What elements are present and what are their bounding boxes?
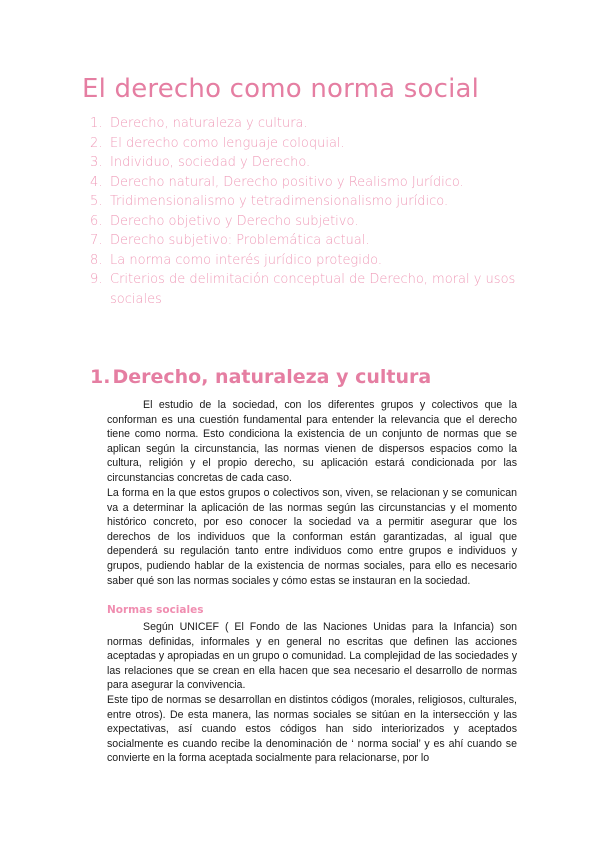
section-heading	[90, 366, 431, 388]
body-paragraph	[107, 398, 517, 486]
toc-item	[90, 270, 530, 309]
toc-item	[90, 134, 530, 154]
document-title: El derecho como norma social	[82, 74, 480, 104]
body-paragraph	[107, 620, 517, 693]
toc-item-text: Individuo, sociedad y Derecho.	[110, 155, 311, 170]
toc-item-text: Derecho, naturaleza y cultura.	[110, 116, 308, 131]
toc-item-number: 3.	[90, 155, 103, 170]
toc-item-text: Derecho natural, Derecho positivo y Realismo Jurídico.	[110, 174, 464, 190]
toc-item	[90, 231, 530, 251]
toc-item-number: 4.	[90, 174, 103, 190]
toc-item-number: 8.	[90, 252, 103, 268]
toc-item-text: La norma como interés jurídico protegido.	[110, 252, 382, 268]
toc-item-text: Tridimensionalismo y tetradimensionalismo jurídico.	[110, 194, 449, 209]
body-paragraph	[107, 693, 517, 766]
toc-item-number: 1.	[90, 116, 103, 131]
toc-item	[90, 153, 530, 173]
paragraph-text: Según UNICEF ( El Fondo de las Naciones Unidas para la Infancia) son normas definidas, informales y en general no escritas que definen las acciones aceptadas y apropiadas en un grupo o comunidad. La complejidad de las sociedades y las relaciones que se crean en ella hacen que sea necesario el desarrollo de normas para asegurar la convivencia.	[107, 621, 517, 692]
toc-item	[90, 192, 530, 212]
toc-item-number: 9.	[90, 272, 103, 287]
toc-item-text: Derecho subjetivo: Problemática actual.	[110, 233, 370, 248]
toc-item	[90, 251, 530, 271]
toc-item	[90, 212, 530, 232]
paragraph-text: Este tipo de normas se desarrollan en distintos códigos (morales, religiosos, culturales, entre otros). De esta manera, las normas sociales se sitúan en la intersección y las expectativas, así cuando estos códigos han sido interiorizados y aceptados socialmente es cuando recibe la denominación de ‘ norma social’ y es ahí cuando se convierte en la forma aceptada socialmente para relacionarse, por lo	[107, 694, 517, 765]
body-paragraph	[107, 486, 517, 588]
subheading-normas-sociales: Normas sociales	[107, 604, 204, 616]
toc-item-text: El derecho como lenguaje coloquial.	[110, 135, 345, 151]
toc-item	[90, 114, 530, 134]
toc-item-number: 5.	[90, 194, 103, 209]
toc-item-number: 6.	[90, 213, 103, 229]
toc-item-number: 7.	[90, 233, 103, 248]
paragraph-text: La forma en la que estos grupos o colectivos son, viven, se relacionan y se comunican va a determinar la aplicación de las normas según las circunstancias y el momento histórico concreto, por eso conocer la sociedad va a permitir asegurar que los derechos de los individuos que la conforman están garantizadas, al igual que dependerá su regulación tanto entre individuos como entre grupos e individuos y grupos, pudiendo hablar de la existencia de normas sociales, para ello es necesario saber qué son las normas sociales y cómo estas se instauran en la sociedad.	[107, 487, 517, 587]
toc-item-text: Derecho objetivo y Derecho subjetivo.	[110, 213, 359, 229]
toc-item-text: Criterios de delimitación conceptual de Derecho, moral y usos sociales	[110, 272, 516, 307]
toc-item	[90, 173, 530, 193]
section-number: 1.	[90, 366, 111, 388]
toc-item-number: 2.	[90, 135, 103, 151]
paragraph-text: El estudio de la sociedad, con los diferentes grupos y colectivos que la conforman es una cuestión fundamental para entender la relevancia que el derecho tiene como norma. Esto condiciona la existencia de un conjunto de normas que se aplican según la circunstancia, las normas vienen de dispersos espacios como la cultura, religión y el propio derecho, su aplicación estará condicionada por las circunstancias concretas de cada caso.	[107, 399, 517, 484]
section-title-text: Derecho, naturaleza y cultura	[112, 366, 432, 388]
table-of-contents	[90, 114, 530, 309]
